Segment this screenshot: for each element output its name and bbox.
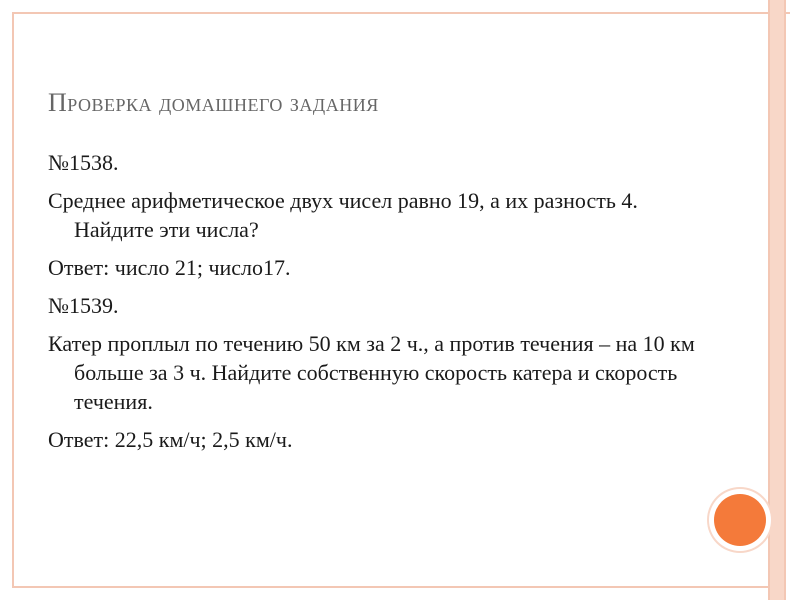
orange-circle-decoration xyxy=(714,494,766,546)
border-top-line xyxy=(12,12,790,14)
task-1538-text: Среднее арифметическое двух чисел равно 19, а их разность 4. Найдите эти числа? xyxy=(48,188,638,242)
right-decorative-band xyxy=(768,0,786,600)
slide-body xyxy=(48,148,708,463)
task-1538-answer: Ответ: число 21; число17. xyxy=(48,255,291,280)
task-number-1539: №1539. xyxy=(48,293,119,318)
task-number-1538: №1538. xyxy=(48,150,119,175)
task-1539-text: Катер проплыл по течению 50 км за 2 ч., а против течения – на 10 км больше за 3 ч. Найдите собственную скорость катера и скорость течения. xyxy=(48,331,695,414)
border-bottom-line xyxy=(12,586,772,588)
task-1539-answer: Ответ: 22,5 км/ч; 2,5 км/ч. xyxy=(48,427,293,452)
slide-title: Проверка домашнего задания xyxy=(48,88,379,117)
border-left-line xyxy=(12,12,14,588)
